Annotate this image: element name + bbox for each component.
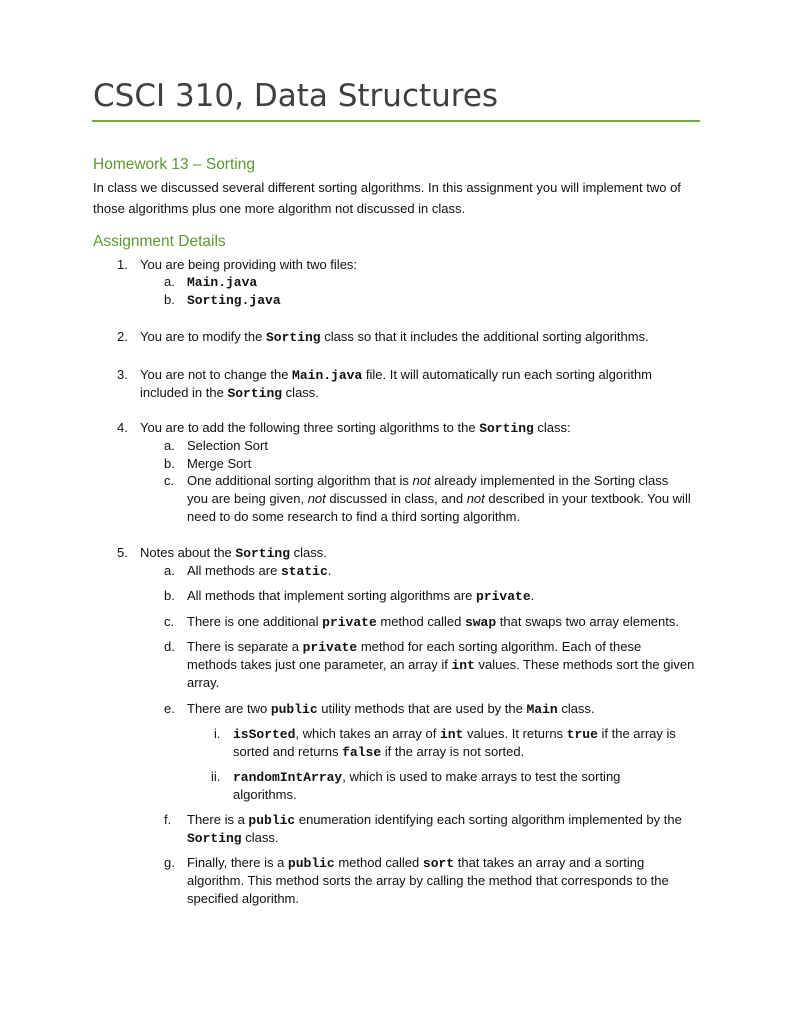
item-5f-line-2: Sorting class. <box>187 830 279 846</box>
item-4a-text: Selection Sort <box>187 438 268 453</box>
item-5e-label: e. <box>164 701 175 716</box>
item-5e-ii-line-2: algorithms. <box>233 787 297 802</box>
item-3-text-line-1: You are not to change the Main.java file. It will automatically run each sorting algorithm <box>140 367 652 383</box>
item-1-text: You are being providing with two files: <box>140 257 358 272</box>
item-4-text: You are to add the following three sorting algorithms to the Sorting class: <box>140 420 571 436</box>
item-5a-label: a. <box>164 563 175 578</box>
item-5f-label: f. <box>164 812 172 827</box>
item-5d-label: d. <box>164 639 175 654</box>
title-divider <box>92 120 700 122</box>
item-5b-label: b. <box>164 588 175 603</box>
homework-heading: Homework 13 – Sorting <box>93 156 255 173</box>
item-4c-line-3: need to do some research to find a third sorting algorithm. <box>187 509 521 524</box>
item-2-number: 2. <box>117 329 128 344</box>
document-title: CSCI 310, Data Structures <box>93 78 499 114</box>
item-5c-text: There is one additional private method called swap that swaps two array elements. <box>187 614 679 630</box>
item-5e-i-line-2: sorted and returns false if the array is not sorted. <box>233 744 525 760</box>
item-5g-line-1: Finally, there is a public method called sort that takes an array and a sorting <box>187 855 645 871</box>
item-5e-ii-line-1: randomIntArray, which is used to make arrays to test the sorting <box>233 769 621 785</box>
item-1a-label: a. <box>164 274 175 289</box>
intro-line-1: In class we discussed several different sorting algorithms. In this assignment you will implement two of <box>93 180 681 195</box>
item-3-text-line-2: included in the Sorting class. <box>140 385 319 401</box>
item-5g-label: g. <box>164 855 175 870</box>
item-1b-file: Sorting.java <box>187 293 281 308</box>
item-1b-label: b. <box>164 292 175 307</box>
item-1-number: 1. <box>117 257 128 272</box>
item-4c-label: c. <box>164 473 175 488</box>
item-4c-line-2: you are being given, not discussed in class, and not described in your textbook. You will <box>187 491 691 506</box>
item-4c-line-1: One additional sorting algorithm that is not already implemented in the Sorting class <box>187 473 669 488</box>
item-5-text: Notes about the Sorting class. <box>140 545 327 561</box>
item-5g-line-3: specified algorithm. <box>187 891 299 906</box>
item-5e-i-line-1: isSorted, which takes an array of int values. It returns true if the array is <box>233 726 676 742</box>
intro-line-2: those algorithms plus one more algorithm not discussed in class. <box>93 201 466 216</box>
item-5e-i-label: i. <box>214 726 221 741</box>
item-5a-text: All methods are static. <box>187 563 332 579</box>
item-1a-file: Main.java <box>187 275 258 290</box>
item-5e-ii-label: ii. <box>211 769 221 784</box>
item-5b-text: All methods that implement sorting algorithms are private. <box>187 588 535 604</box>
item-4-number: 4. <box>117 420 128 435</box>
item-5g-line-2: algorithm. This method sorts the array by calling the method that corresponds to the <box>187 873 669 888</box>
details-heading: Assignment Details <box>93 233 226 250</box>
item-5d-line-3: array. <box>187 675 220 690</box>
item-5f-line-1: There is a public enumeration identifying each sorting algorithm implemented by the <box>187 812 682 828</box>
item-4a-label: a. <box>164 438 175 453</box>
item-5c-label: c. <box>164 614 175 629</box>
item-3-number: 3. <box>117 367 128 382</box>
item-4b-label: b. <box>164 456 175 471</box>
item-4b-text: Merge Sort <box>187 456 252 471</box>
item-5-number: 5. <box>117 545 128 560</box>
item-5d-line-2: methods takes just one parameter, an array if int values. These methods sort the given <box>187 657 695 673</box>
item-5d-line-1: There is separate a private method for each sorting algorithm. Each of these <box>187 639 642 655</box>
item-5e-text: There are two public utility methods that are used by the Main class. <box>187 701 595 717</box>
item-2-text: You are to modify the Sorting class so that it includes the additional sorting algorithms. <box>140 329 649 345</box>
